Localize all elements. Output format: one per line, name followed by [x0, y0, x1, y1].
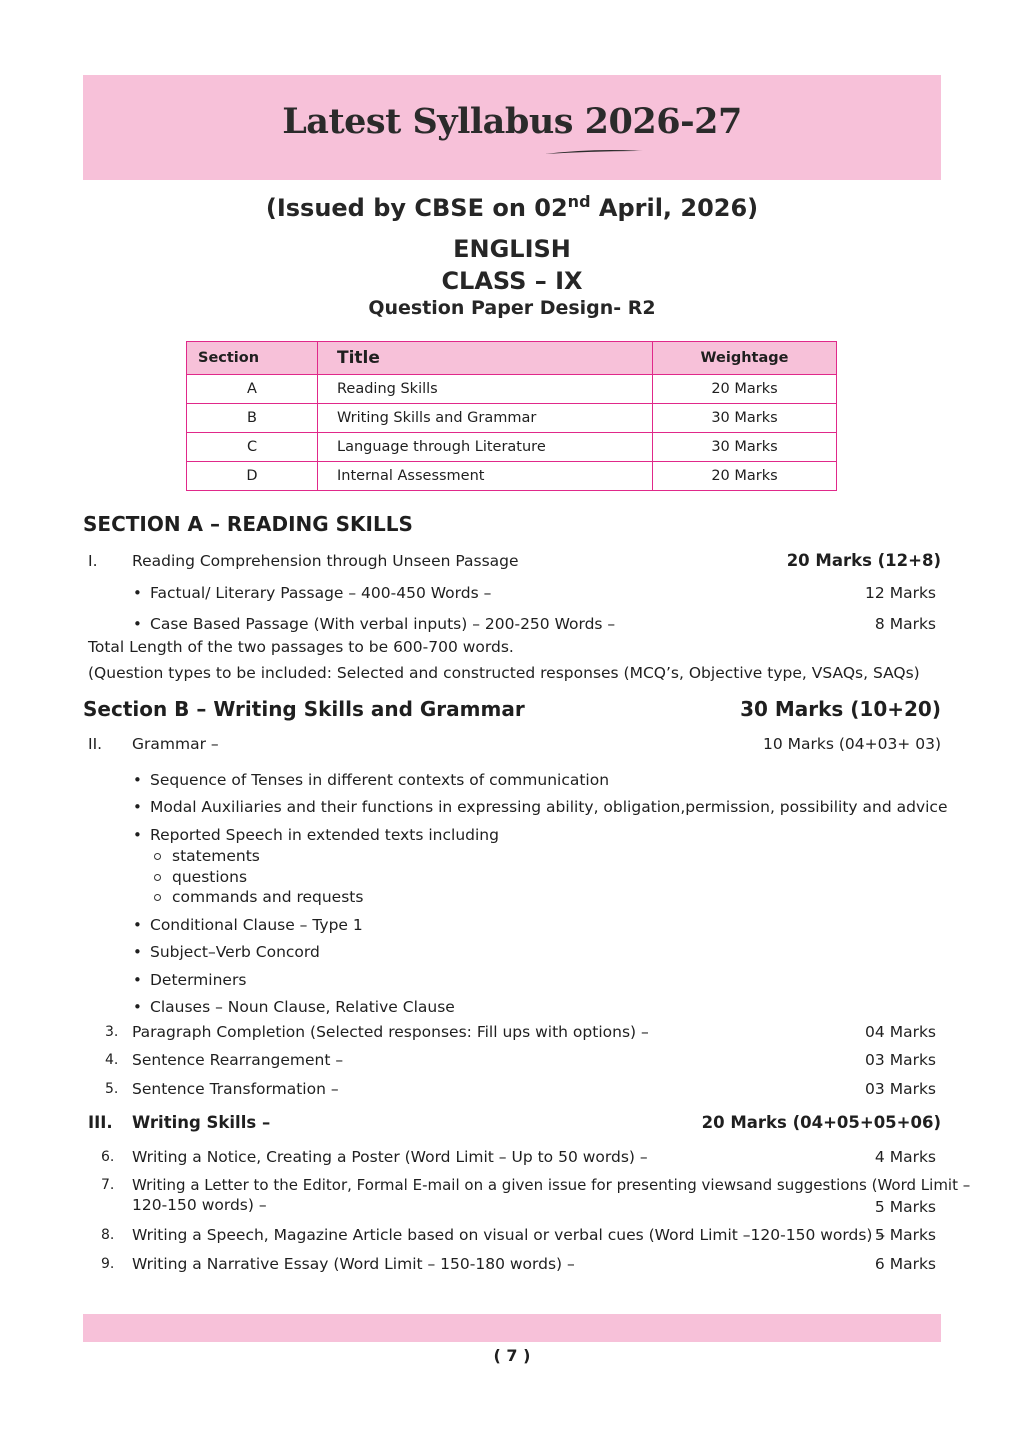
sub-bullet-text: commands and requests [172, 888, 364, 906]
bullet-text: Determiners [150, 971, 247, 989]
bullet-icon: • [133, 826, 142, 844]
page-title: Latest Syllabus 2026-27 [282, 101, 742, 142]
item-text: Writing a Narrative Essay (Word Limit – 150-180 words) – [132, 1255, 575, 1273]
question-paper-design-table [186, 341, 837, 491]
item-text: Writing Skills – [132, 1113, 271, 1132]
cell-weightage: 20 Marks [653, 375, 837, 404]
bullet-icon: • [133, 584, 142, 602]
page-number: ( 7 ) [493, 1346, 531, 1365]
sub-bullet-text: statements [172, 847, 260, 865]
bullet-marks: 8 Marks [874, 615, 936, 633]
circle-bullet-icon [154, 874, 161, 881]
bullet-icon: • [133, 943, 142, 961]
table-row [187, 375, 837, 404]
item-text: Writing a Letter to the Editor, Formal E-mail on a given issue for presenting viewsand suggestions (Word Limit – [132, 1176, 971, 1194]
bullet-icon: • [133, 998, 142, 1016]
item-number: III. [88, 1113, 113, 1132]
cell-section: C [187, 433, 318, 462]
issued-line [0, 192, 1024, 222]
sub-bullet-text: questions [172, 868, 248, 886]
grammar-item [0, 734, 1024, 754]
bullet-icon: • [133, 916, 142, 934]
title-banner [83, 75, 941, 180]
bullet-text: Modal Auxiliaries and their functions in expressing ability, obligation,permission, possibility and advice [150, 798, 948, 816]
bullet-text: Factual/ Literary Passage – 400-450 Words – [150, 584, 492, 602]
item-marks: 4 Marks [874, 1148, 936, 1166]
item-number: 5. [105, 1081, 119, 1097]
list-item [0, 825, 1024, 845]
item-number: 4. [105, 1052, 119, 1068]
item-number: I. [88, 552, 98, 570]
item-text: Writing a Speech, Magazine Article based on visual or verbal cues (Word Limit –120-150 words) – [132, 1226, 886, 1244]
section-b-heading-marks: 30 Marks (10+20) [740, 697, 941, 721]
bullet-text: Subject–Verb Concord [150, 943, 320, 961]
table-row [187, 433, 837, 462]
list-item [0, 970, 1024, 990]
item-marks: 03 Marks [865, 1080, 936, 1098]
item-marks: 5 Marks [874, 1226, 936, 1244]
circle-bullet-icon [154, 853, 161, 860]
design-heading: Question Paper Design- R2 [368, 297, 656, 319]
issued-pre: (Issued by CBSE on 02 [265, 194, 568, 222]
list-item [0, 1147, 1024, 1167]
item-text: Paragraph Completion (Selected responses: Fill ups with options) – [132, 1023, 649, 1041]
bullet-text: Conditional Clause – Type 1 [150, 916, 363, 934]
item-text: Sentence Rearrangement – [132, 1051, 344, 1069]
list-item [0, 1175, 1024, 1215]
cell-title: Reading Skills [318, 375, 653, 404]
item-number: 9. [101, 1256, 115, 1272]
section-b-heading: Section B – Writing Skills and Grammar [83, 697, 525, 721]
cell-weightage: 20 Marks [653, 462, 837, 491]
item-number: 6. [101, 1149, 115, 1165]
item-number: II. [88, 735, 103, 753]
item-text: Writing a Notice, Creating a Poster (Word Limit – Up to 50 words) – [132, 1148, 648, 1166]
bullet-marks: 12 Marks [865, 584, 936, 602]
subject-heading: ENGLISH [453, 235, 571, 263]
issued-sup: nd [567, 192, 591, 211]
list-item [0, 797, 1024, 817]
bullet-text: Reported Speech in extended texts including [150, 826, 499, 844]
bullet-icon: • [133, 971, 142, 989]
bullet-text: Clauses – Noun Clause, Relative Clause [150, 998, 455, 1016]
item-number: 7. [101, 1177, 115, 1193]
table-header-row [187, 342, 837, 375]
cell-section: B [187, 404, 318, 433]
item-text: Grammar – [132, 735, 219, 753]
list-item [0, 1050, 1024, 1070]
section-a-heading: SECTION A – READING SKILLS [83, 512, 413, 536]
list-item [0, 1225, 1024, 1245]
item-text: Sentence Transformation – [132, 1080, 339, 1098]
cell-section: D [187, 462, 318, 491]
item-number: 3. [105, 1024, 119, 1040]
list-item [0, 915, 1024, 935]
table-row [187, 404, 837, 433]
item-marks: 20 Marks (12+8) [786, 551, 941, 570]
issued-post: April, 2026) [590, 194, 759, 222]
cell-weightage: 30 Marks [653, 433, 837, 462]
list-item [0, 997, 1024, 1017]
section-a-item [0, 551, 1024, 571]
cell-title: Language through Literature [318, 433, 653, 462]
cell-section: A [187, 375, 318, 404]
table-row [187, 462, 837, 491]
cell-title: Writing Skills and Grammar [318, 404, 653, 433]
list-item [0, 583, 1024, 603]
bullet-icon: • [133, 798, 142, 816]
writing-item [0, 1113, 1024, 1135]
item-marks: 10 Marks (04+03+ 03) [762, 735, 941, 753]
item-marks: 04 Marks [865, 1023, 936, 1041]
header-title: Title [318, 342, 653, 375]
sub-list-item [0, 887, 1024, 907]
class-heading: CLASS – IX [441, 267, 583, 295]
item-text-continued: 120-150 words) – [132, 1196, 267, 1214]
item-marks: 20 Marks (04+05+05+06) [701, 1113, 941, 1132]
sub-list-item [0, 846, 1024, 866]
list-item [0, 942, 1024, 962]
bullet-icon: • [133, 771, 142, 789]
bullet-icon: • [133, 615, 142, 633]
list-item [0, 770, 1024, 790]
circle-bullet-icon [154, 894, 161, 901]
header-section: Section [187, 342, 318, 375]
bullet-text: Case Based Passage (With verbal inputs) – 200-250 Words – [150, 615, 616, 633]
bullet-text: Sequence of Tenses in different contexts of communication [150, 771, 610, 789]
cell-title: Internal Assessment [318, 462, 653, 491]
item-number: 8. [101, 1227, 115, 1243]
item-marks: 03 Marks [865, 1051, 936, 1069]
title-swoosh-decoration [545, 148, 643, 156]
sub-list-item [0, 867, 1024, 887]
list-item [0, 614, 1024, 634]
section-a-note-types: (Question types to be included: Selected and constructed responses (MCQ’s, Objective type, VSAQs, SAQs) [88, 664, 920, 682]
list-item [0, 1254, 1024, 1274]
list-item [0, 1079, 1024, 1099]
item-text: Reading Comprehension through Unseen Passage [132, 552, 519, 570]
item-marks: 6 Marks [874, 1255, 936, 1273]
header-weightage: Weightage [653, 342, 837, 375]
list-item [0, 1022, 1024, 1042]
section-a-note-length: Total Length of the two passages to be 600-700 words. [88, 638, 514, 656]
footer-bar [83, 1314, 941, 1342]
cell-weightage: 30 Marks [653, 404, 837, 433]
item-marks: 5 Marks [874, 1198, 936, 1216]
